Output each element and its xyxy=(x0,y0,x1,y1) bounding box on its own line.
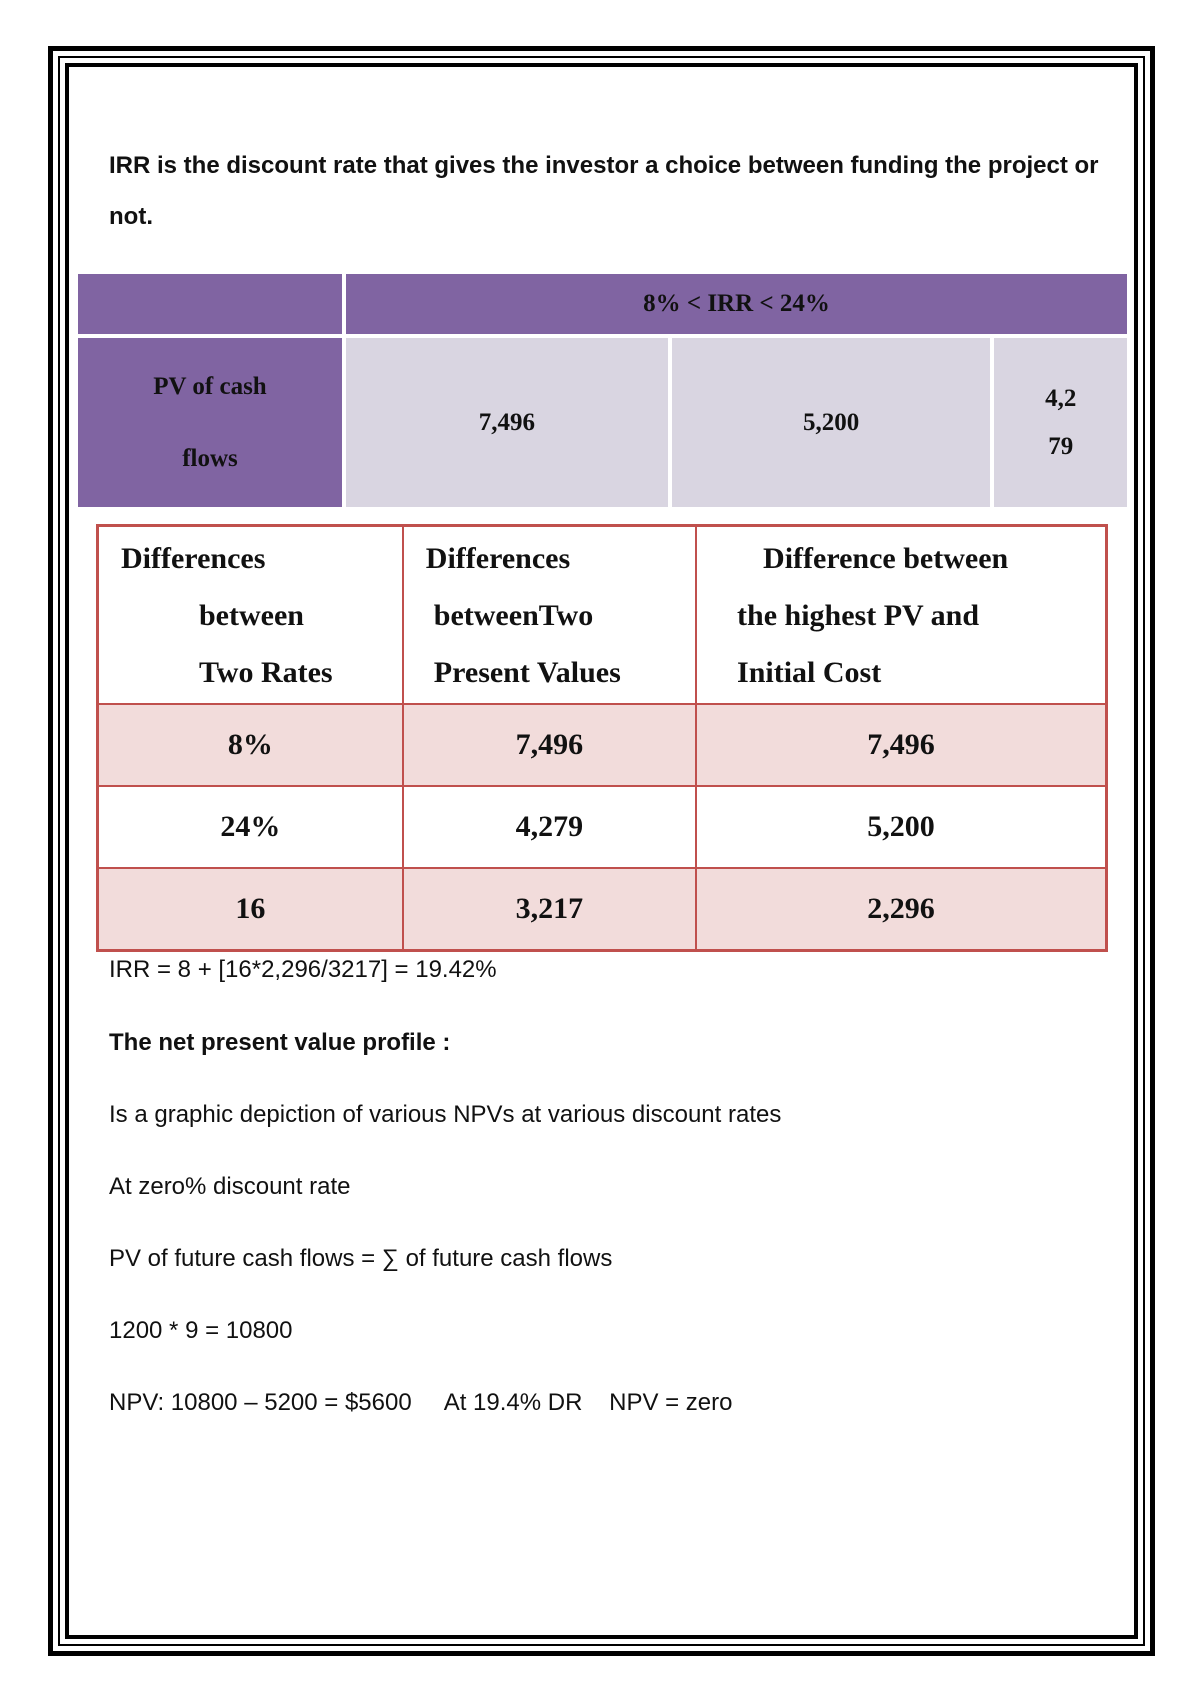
header-line: Two Rates xyxy=(199,655,333,689)
pv-label-line1: PV of cash xyxy=(153,372,267,400)
cost-diff-cell: 7,496 xyxy=(696,704,1106,786)
differences-table xyxy=(96,524,1108,952)
pv-last-line1: 4,2 xyxy=(1045,384,1077,412)
irr-range-header: 8% < IRR < 24% xyxy=(346,274,1127,334)
header-two-present-values xyxy=(403,526,696,705)
pv-last-line2: 79 xyxy=(1048,432,1074,460)
header-highest-pv-initial-cost xyxy=(696,526,1106,705)
header-line: betweenTwo xyxy=(433,598,594,632)
rate-cell: 8% xyxy=(98,704,403,786)
pv-diff-cell: 4,279 xyxy=(403,786,696,868)
pv-table-corner-cell xyxy=(78,274,342,334)
table-row xyxy=(98,868,1107,951)
header-line: the highest PV and xyxy=(737,598,980,632)
pv-label-line2: flows xyxy=(182,444,238,472)
intro-paragraph: IRR is the discount rate that gives the investor a choice between funding the project or not. xyxy=(109,152,1099,230)
cost-diff-cell: 5,200 xyxy=(696,786,1106,868)
pv-range-table xyxy=(74,270,1131,511)
pv-value-cell: 5,200 xyxy=(672,338,991,507)
zero-rate-line: At zero% discount rate xyxy=(109,1173,351,1200)
table-row xyxy=(98,786,1107,868)
pv-future-cash-flows-line: PV of future cash flows = ∑ of future cash flows xyxy=(109,1245,613,1272)
header-line: between xyxy=(199,598,304,632)
npv-result-line: NPV: 10800 – 5200 = $5600 At 19.4% DR NPV = zero xyxy=(109,1389,733,1416)
pv-of-cash-flows-label xyxy=(78,338,342,507)
npv-profile-heading: The net present value profile : xyxy=(109,1029,451,1056)
header-line: Initial Cost xyxy=(737,655,882,689)
header-line: Present Values xyxy=(433,655,621,689)
header-line: Differences xyxy=(121,541,266,575)
header-line: Difference between xyxy=(763,541,1009,575)
header-two-rates xyxy=(98,526,403,705)
npv-profile-definition: Is a graphic depiction of various NPVs at various discount rates xyxy=(109,1101,782,1128)
rate-cell: 16 xyxy=(98,868,403,951)
irr-formula: IRR = 8 + [16*2,296/3217] = 19.42% xyxy=(109,956,497,983)
calculation-line: 1200 * 9 = 10800 xyxy=(109,1317,293,1344)
pv-diff-cell: 7,496 xyxy=(403,704,696,786)
table-row xyxy=(98,704,1107,786)
pv-value-cell: 7,496 xyxy=(346,338,668,507)
pv-value-cell-last xyxy=(994,338,1127,507)
pv-diff-cell: 3,217 xyxy=(403,868,696,951)
cost-diff-cell: 2,296 xyxy=(696,868,1106,951)
rate-cell: 24% xyxy=(98,786,403,868)
header-line: Differences xyxy=(425,541,571,575)
